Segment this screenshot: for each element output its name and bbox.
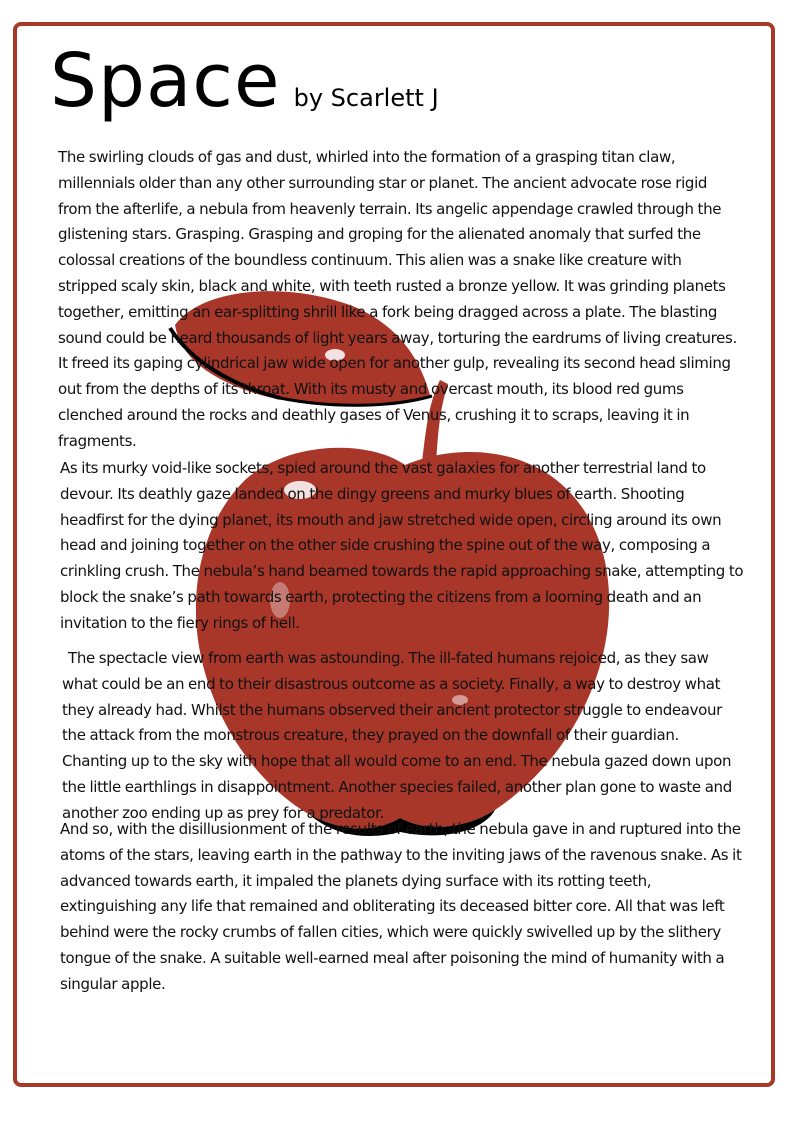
title-row [50,36,439,126]
author-byline: by Scarlett J [293,84,439,112]
story-paragraph-2: As its murky void-like sockets, spied around the vast galaxies for another terrestrial land to devour. Its deathly gaze landed on the dingy greens and murky blues of earth. Shooting headfirst for the dying planet, its mouth and jaw stretched wide open, circling around its own head and joining together on the other side crushing the spine out of the way, composing a crinkling crush. The nebula’s hand beamed towards the rapid approaching snake, attempting to block the snake’s path towards earth, protecting the citizens from a looming death and an invitation to the fiery rings of hell. [60,459,744,632]
story-paragraph-1: The swirling clouds of gas and dust, whirled into the formation of a grasping titan claw, millennials older than any other surrounding star or planet. The ancient advocate rose rigid from the afterlife, a nebula from heavenly terrain. Its angelic appendage crawled through the glistening stars. Grasping. Grasping and groping for the alienated anomaly that surfed the colossal creations of the boundless continuum. This alien was a snake like creature with stripped scaly skin, black and white, with teeth rusted a bronze yellow. It was grinding planets together, emitting an ear-splitting shrill like a fork being dragged across a plate. The blasting sound could be heard thousands of light years away, torturing the eardrums of living creatures. It freed its gaping cylindrical jaw wide open for another gulp, revealing its second head sliming out from the depths of its throat. With its musty and overcast mouth, its blood red gums clenched around the rocks and deathly gases of Venus, crushing it to scraps, leaving it in fragments. [58,148,737,450]
story-paragraph-4: And so, with the disillusionment of the results of earth, the nebula gave in and ruptured into the atoms of the stars, leaving earth in the pathway to the inviting jaws of the ravenous snake. As it advanced towards earth, it impaled the planets dying surface with its rotting teeth, extinguishing any life that remained and obliterating its deceased bitter core. All that was left behind were the rocky crumbs of fallen cities, which were quickly swivelled up by the slithery tongue of the snake. A suitable well-earned meal after poisoning the mind of humanity with a singular apple. [60,820,742,993]
story-paragraph-3: The spectacle view from earth was astounding. The ill-fated humans rejoiced, as they saw what could be an end to their disastrous outcome as a society. Finally, a way to destroy what they already had. Whilst the humans observed their ancient protector struggle to endeavour the attack from the monstrous creature, they prayed on the downfall of their guardian. Chanting up to the sky with hope that all would come to an end. The nebula gazed down upon the little earthlings in disappointment. Another species failed, another plan gone to waste and another zoo ending up as prey for a predator. [62,649,732,822]
page-title: Space [50,38,281,124]
